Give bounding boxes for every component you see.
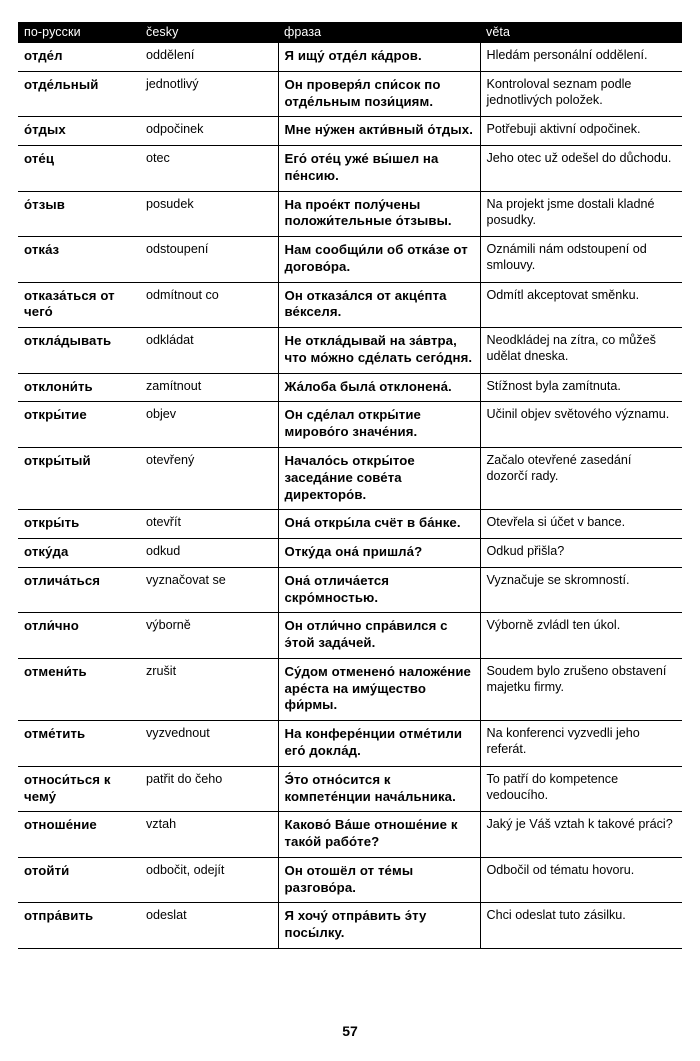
cell-czech: odkud [140, 539, 278, 568]
cell-sentence: Na konferenci vyzvedli jeho referát. [480, 721, 682, 767]
table-row [18, 282, 682, 328]
cell-sentence: Jeho otec už odešel do důchodu. [480, 146, 682, 192]
cell-czech: odpočinek [140, 117, 278, 146]
cell-phrase: Су́дом отменено́ наложе́ние аре́ста на иму́щество фи́рмы. [278, 658, 480, 720]
table-row [18, 71, 682, 117]
cell-russian: откры́ть [18, 510, 140, 539]
cell-phrase: Не откла́дывай на за́втра, что мо́жно сде́лать сего́дня. [278, 328, 480, 374]
cell-czech: výborně [140, 613, 278, 659]
cell-phrase: Он отли́чно спра́вился с э́той зада́чей. [278, 613, 480, 659]
cell-russian: о́тдых [18, 117, 140, 146]
cell-russian: откры́тие [18, 402, 140, 448]
cell-sentence: Otevřela si účet v bance. [480, 510, 682, 539]
cell-sentence: Odbočil od tématu hovoru. [480, 857, 682, 903]
cell-phrase: Он сде́лал откры́тие мирово́го значе́ния. [278, 402, 480, 448]
cell-czech: odkládat [140, 328, 278, 374]
table-row [18, 117, 682, 146]
cell-russian: отноше́ние [18, 812, 140, 858]
table-row [18, 191, 682, 237]
cell-russian: отлича́ться [18, 567, 140, 613]
cell-russian: отмени́ть [18, 658, 140, 720]
cell-russian: отли́чно [18, 613, 140, 659]
cell-czech: vztah [140, 812, 278, 858]
cell-russian: отклони́ть [18, 373, 140, 402]
cell-phrase: Начало́сь откры́тое заседа́ние сове́та директоро́в. [278, 448, 480, 510]
table-row [18, 812, 682, 858]
dictionary-table [18, 22, 682, 949]
header-cell-phrase: фраза [278, 22, 480, 43]
table-row [18, 510, 682, 539]
cell-czech: zamítnout [140, 373, 278, 402]
table-row [18, 903, 682, 949]
cell-czech: otec [140, 146, 278, 192]
cell-czech: patřit do čeho [140, 766, 278, 812]
cell-sentence: Učinil objev světového významu. [480, 402, 682, 448]
cell-phrase: Нам сообщи́ли об отка́зе от догово́ра. [278, 237, 480, 283]
cell-phrase: Отку́да она́ пришла́? [278, 539, 480, 568]
cell-sentence: Odmítl akceptovat směnku. [480, 282, 682, 328]
table-row [18, 373, 682, 402]
cell-phrase: Э́то отно́сится к компете́нции нача́льника. [278, 766, 480, 812]
table-row [18, 766, 682, 812]
cell-phrase: Мне ну́жен акти́вный о́тдых. [278, 117, 480, 146]
cell-russian: отме́тить [18, 721, 140, 767]
table-row [18, 402, 682, 448]
page-number: 57 [342, 1023, 358, 1039]
table-row [18, 237, 682, 283]
cell-czech: posudek [140, 191, 278, 237]
cell-sentence: Chci odeslat tuto zásilku. [480, 903, 682, 949]
table-row [18, 328, 682, 374]
cell-russian: о́тзыв [18, 191, 140, 237]
cell-sentence: Na projekt jsme dostali kladné posudky. [480, 191, 682, 237]
cell-phrase: Жа́лоба была́ отклонена́. [278, 373, 480, 402]
cell-russian: откры́тый [18, 448, 140, 510]
cell-sentence: Kontroloval seznam podle jednotlivých položek. [480, 71, 682, 117]
cell-czech: vyznačovat se [140, 567, 278, 613]
cell-sentence: To patří do kompetence vedoucího. [480, 766, 682, 812]
header-cell-sentence: věta [480, 22, 682, 43]
header-cell-czech: česky [140, 22, 278, 43]
table-row [18, 448, 682, 510]
cell-sentence: Vyznačuje se skromností. [480, 567, 682, 613]
cell-czech: otevřený [140, 448, 278, 510]
table-row [18, 658, 682, 720]
table-row [18, 857, 682, 903]
table-header [18, 22, 682, 43]
cell-sentence: Oznámili nám odstoupení od smlouvy. [480, 237, 682, 283]
cell-phrase: Он отказа́лся от акце́пта ве́кселя. [278, 282, 480, 328]
cell-phrase: Она́ откры́ла счёт в ба́нке. [278, 510, 480, 539]
cell-sentence: Hledám personální oddělení. [480, 43, 682, 71]
table-body [18, 43, 682, 948]
cell-phrase: На конфере́нции отме́тили его́ докла́д. [278, 721, 480, 767]
cell-sentence: Stížnost byla zamítnuta. [480, 373, 682, 402]
cell-czech: otevřít [140, 510, 278, 539]
cell-russian: отде́л [18, 43, 140, 71]
cell-phrase: Я хочу́ отпра́вить э́ту посы́лку. [278, 903, 480, 949]
cell-czech: jednotlivý [140, 71, 278, 117]
cell-sentence: Výborně zvládl ten úkol. [480, 613, 682, 659]
cell-russian: отка́з [18, 237, 140, 283]
cell-sentence: Neodkládej na zítra, co můžeš udělat dneska. [480, 328, 682, 374]
cell-phrase: Я ищу́ отде́л ка́дров. [278, 43, 480, 71]
cell-russian: отпра́вить [18, 903, 140, 949]
cell-sentence: Jaký je Váš vztah k takové práci? [480, 812, 682, 858]
table-row [18, 567, 682, 613]
cell-czech: odstoupení [140, 237, 278, 283]
cell-russian: откла́дывать [18, 328, 140, 374]
cell-sentence: Začalo otevřené zasedání dozorčí rady. [480, 448, 682, 510]
cell-phrase: Он проверя́л спи́сок по отде́льным пози́циям. [278, 71, 480, 117]
table-row [18, 613, 682, 659]
cell-phrase: На прое́кт полу́чены положи́тельные о́тзывы. [278, 191, 480, 237]
cell-czech: odeslat [140, 903, 278, 949]
cell-phrase: Каково́ Ва́ше отноше́ние к тако́й рабо́те? [278, 812, 480, 858]
cell-phrase: Он отошёл от те́мы разгово́ра. [278, 857, 480, 903]
cell-russian: отказа́ться от чего́ [18, 282, 140, 328]
cell-czech: oddělení [140, 43, 278, 71]
cell-russian: отде́льный [18, 71, 140, 117]
table-row [18, 539, 682, 568]
cell-russian: отойти́ [18, 857, 140, 903]
cell-sentence: Soudem bylo zrušeno obstavení majetku firmy. [480, 658, 682, 720]
cell-russian: отку́да [18, 539, 140, 568]
header-row [18, 22, 682, 43]
cell-sentence: Odkud přišla? [480, 539, 682, 568]
cell-czech: odbočit, odejít [140, 857, 278, 903]
cell-czech: vyzvednout [140, 721, 278, 767]
cell-russian: относи́ться к чему́ [18, 766, 140, 812]
cell-czech: zrušit [140, 658, 278, 720]
cell-czech: objev [140, 402, 278, 448]
cell-phrase: Она́ отлича́ется скро́мностью. [278, 567, 480, 613]
table-row [18, 43, 682, 71]
cell-russian: оте́ц [18, 146, 140, 192]
cell-czech: odmítnout co [140, 282, 278, 328]
table-row [18, 721, 682, 767]
cell-phrase: Его́ оте́ц уже́ вы́шел на пе́нсию. [278, 146, 480, 192]
cell-sentence: Potřebuji aktivní odpočinek. [480, 117, 682, 146]
table-row [18, 146, 682, 192]
header-cell-russian: по-русски [18, 22, 140, 43]
